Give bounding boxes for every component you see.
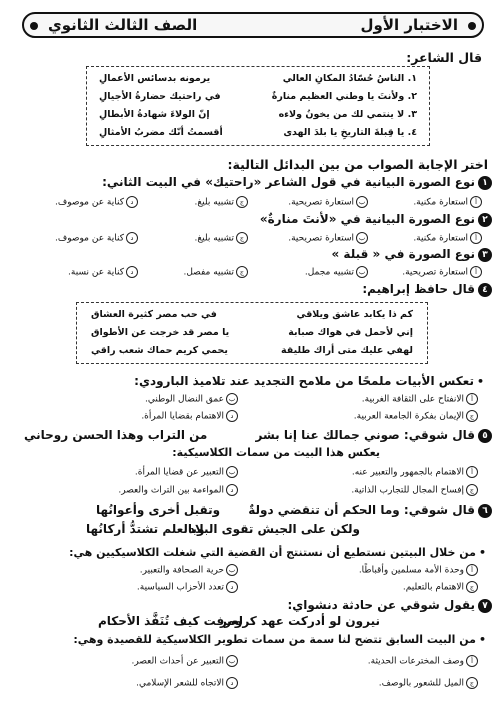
bullet: •: [478, 633, 486, 646]
renewal-option-a[interactable]: [362, 393, 478, 405]
q5-mark-c: ج: [466, 484, 478, 496]
q3-option-c-text: تشبيه مفصل.: [183, 267, 234, 278]
feature-mark-a: أ: [466, 655, 478, 667]
q2-option-d[interactable]: [55, 232, 138, 244]
issue-option-b-text: حرية الصحافة والتعبير.: [139, 565, 224, 576]
renewal-mark-c: ج: [466, 410, 478, 422]
renewal-option-d-text: الاهتمام بقضايا المرأة.: [141, 411, 224, 422]
q3-mark-c: ج: [236, 266, 248, 278]
exam-header: [22, 12, 484, 38]
question-2-text: نوع الصورة البيانية في «لأنتَ منارةٌ»: [259, 212, 475, 226]
bullet: •: [476, 375, 484, 388]
exam-title: الاختبار الأول: [360, 16, 458, 34]
q3-option-c[interactable]: [183, 266, 248, 278]
q1-option-d[interactable]: [55, 196, 138, 208]
question-1-text: نوع الصورة البيانية في قول الشاعر «راحتيك» في البيت الثاني:: [102, 175, 475, 189]
q3-option-a-text: استعارة تصريحية.: [402, 267, 468, 278]
poem1-line1-r: ١. الناسُ حُسّادُ المكانِ العالي: [282, 73, 417, 84]
badge-7: ٧: [478, 599, 492, 613]
q1-mark-a: أ: [470, 196, 482, 208]
issue-option-a[interactable]: [359, 564, 478, 576]
q2-option-b[interactable]: [288, 232, 368, 244]
badge-3: ٣: [478, 248, 492, 262]
poem1-line2-l: في راحتيك حضارةُ الأجيالِ: [99, 91, 221, 102]
q2-option-c[interactable]: [194, 232, 248, 244]
q1-option-b-text: استعارة تصريحية.: [288, 197, 354, 208]
poem2-line3-l: يحمي كريم حماك شعب راقي: [91, 345, 228, 356]
renewal-option-d[interactable]: [141, 410, 238, 422]
q1-option-b[interactable]: [288, 196, 368, 208]
renewal-mark-a: أ: [466, 393, 478, 405]
feature-option-b[interactable]: [132, 655, 238, 667]
q1-option-c-text: تشبيه بليغ.: [194, 197, 234, 208]
q2-option-c-text: تشبيه بليغ.: [194, 233, 234, 244]
q1-option-c[interactable]: [194, 196, 248, 208]
q5-option-a-text: الاهتمام بالجمهور والتعبير عنه.: [351, 467, 464, 478]
q2-mark-d: د: [126, 232, 138, 244]
poem1-line3-l: إنّ الولاءَ شهادةُ الأبطالِ: [99, 109, 210, 120]
badge-5: ٥: [478, 429, 492, 443]
question-5-left: من التراب وهذا الحسن روحاني: [24, 428, 208, 442]
question-1: [102, 175, 492, 190]
q3-option-b[interactable]: [305, 266, 368, 278]
q3-option-a[interactable]: [402, 266, 482, 278]
question-7-text: يقول شوقي عن حادثة دنشواي:: [287, 598, 475, 612]
question-6-right: قال شوقي: وما الحكم أن تنقضي دولةٌ: [248, 503, 475, 517]
question-3: [331, 247, 492, 262]
q2-mark-a: أ: [470, 232, 482, 244]
bullet: •: [478, 546, 486, 559]
feature-mark-b: ب: [226, 655, 238, 667]
question-feature-text: من البيت السابق تتضح لنا سمة من سمات تطوير الكلاسيكية للقصيدة وهي:: [73, 633, 476, 646]
poem2-line2-r: إني لأحمل في هواك صبابة: [288, 327, 413, 338]
feature-option-a[interactable]: [368, 655, 478, 667]
q5-mark-b: ب: [226, 466, 238, 478]
badge-4: ٤: [478, 283, 492, 297]
poem1-line3-r: ٣. لا ينتمي لك من يخونُ ولاءه: [278, 109, 417, 120]
feature-option-c-text: الميل للشعور بالوصف.: [378, 678, 464, 689]
feature-option-d[interactable]: [136, 677, 238, 689]
poem2-line2-l: يا مصر قد خرجت عن الأطواق: [91, 327, 230, 338]
poem2-line3-r: لهفي عليك متى أراك طليقة: [281, 345, 413, 356]
q5-option-a[interactable]: [352, 466, 478, 478]
issue-mark-b: ب: [226, 564, 238, 576]
feature-mark-d: د: [226, 677, 238, 689]
renewal-option-b[interactable]: [145, 393, 238, 405]
question-6-left: وتقبل أخرى وأعوانُها: [96, 503, 221, 517]
q2-mark-b: ب: [356, 232, 368, 244]
poem2-line1-l: في حب مصر كثيرة العشاق: [91, 309, 217, 320]
issue-option-c-text: الاهتمام بالتعليم.: [402, 582, 464, 593]
q3-mark-b: ب: [356, 266, 368, 278]
feature-option-a-text: وصف المخترعات الحديثة.: [367, 656, 464, 667]
header-dot-left: [30, 22, 38, 30]
q2-option-b-text: استعارة تصريحية.: [288, 233, 354, 244]
poem1-line4-l: أقسمتُ أنّك مضربُ الأمثالِ: [99, 127, 223, 138]
question-3-text: نوع الصورة في « قبلة »: [331, 247, 475, 261]
q1-mark-b: ب: [356, 196, 368, 208]
q5-option-d-text: المواءمة بين التراث والعصر.: [118, 485, 224, 496]
grade-title: الصف الثالث الثانوي: [48, 16, 198, 34]
poem2-line1-r: كم ذا يكابد عاشق ويلاقي: [296, 309, 413, 320]
q5-option-b[interactable]: [135, 466, 238, 478]
question-issue: [69, 546, 486, 559]
question-6-line2-left: وبالعلم تشتدُّ أركانُها: [86, 522, 205, 536]
q1-option-a-text: استعارة مكنية.: [413, 197, 468, 208]
feature-option-c[interactable]: [379, 677, 478, 689]
question-7: [287, 598, 492, 613]
issue-option-d[interactable]: [137, 581, 238, 593]
poem1-line2-r: ٢. ولأنتَ يا وطني العظيم منارةٌ: [271, 91, 417, 102]
q2-mark-c: ج: [236, 232, 248, 244]
issue-mark-c: ج: [466, 581, 478, 593]
q1-option-d-text: كناية عن موصوف.: [55, 197, 124, 208]
q2-option-a[interactable]: [413, 232, 482, 244]
renewal-option-b-text: عمق النضال الوطني.: [145, 394, 224, 405]
renewal-mark-b: ب: [226, 393, 238, 405]
question-5-sub: يعكس هذا البيت من سمات الكلاسيكية:: [172, 446, 380, 459]
choose-title: اختر الإجابة الصواب من بين البدائل التالية:: [227, 157, 488, 172]
q2-option-a-text: استعارة مكنية.: [413, 233, 468, 244]
question-2: [260, 212, 492, 227]
q5-option-c-text: إفساح المجال للتجارب الذاتية.: [351, 485, 464, 496]
q1-mark-c: ج: [236, 196, 248, 208]
issue-option-a-text: وحدة الأمة مسلمين وأقباطًا.: [358, 565, 464, 576]
issue-option-c[interactable]: [403, 581, 478, 593]
poem1-line4-r: ٤. يا قِبلةَ التاريخِ يا بلدَ الهدى: [283, 127, 417, 138]
question-renewal: [134, 374, 484, 388]
question-6: [248, 503, 492, 518]
q3-mark-a: أ: [470, 266, 482, 278]
renewal-option-c-text: الإيمان بفكرة الجامعة العربية.: [353, 411, 464, 422]
question-5-right: قال شوقي: صوني جمالك عنا إنا بشر: [255, 428, 475, 442]
q5-mark-d: د: [226, 484, 238, 496]
poem-box-2: [76, 302, 428, 364]
header-dot-right: [468, 22, 476, 30]
feature-mark-c: ج: [466, 677, 478, 689]
question-renewal-text: تعكس الأبيات ملمحًا من ملامح التجديد عند تلاميذ البارودي:: [134, 374, 474, 388]
renewal-option-c[interactable]: [354, 410, 478, 422]
question-6-line2-right: ولكن على الجيش تقوى البلاد: [188, 522, 360, 536]
question-issue-text: من خلال البيتين نستطيع أن نستنتج أن القضية التي شغلت الكلاسيكيين هي:: [69, 546, 476, 559]
q2-option-d-text: كناية عن موصوف.: [55, 233, 124, 244]
q3-option-d[interactable]: [68, 266, 138, 278]
question-7-verse-right: نيرون لو أدركت عهد كرومر: [219, 614, 380, 628]
question-feature: [73, 633, 486, 646]
feature-option-d-text: الاتجاه للشعر الإسلامي.: [136, 678, 224, 689]
renewal-option-a-text: الانفتاح على الثقافة الغربية.: [361, 394, 464, 405]
q3-option-b-text: تشبيه مجمل.: [304, 267, 354, 278]
q3-mark-d: د: [126, 266, 138, 278]
poem1-line1-l: يرمونه بدسائس الأعمالِ: [99, 73, 211, 84]
question-7-verse-left: لعرفت كيف تُنَفَّذ الأحكام: [98, 614, 243, 628]
q5-option-c[interactable]: [351, 484, 478, 496]
q5-option-d[interactable]: [118, 484, 238, 496]
badge-1: ١: [478, 176, 492, 190]
q3-option-d-text: كناية عن نسبة.: [68, 267, 124, 278]
issue-option-b[interactable]: [140, 564, 238, 576]
renewal-mark-d: د: [226, 410, 238, 422]
q1-mark-d: د: [126, 196, 138, 208]
poet-said-title: قال الشاعر:: [406, 50, 482, 65]
question-5: [255, 428, 492, 443]
feature-option-b-text: التعبير عن أحداث العصر.: [131, 656, 224, 667]
issue-option-d-text: تعدد الأحزاب السياسية.: [136, 582, 224, 593]
badge-6: ٦: [478, 504, 492, 518]
q5-option-b-text: التعبير عن قضايا المرأة.: [134, 467, 224, 478]
issue-mark-d: د: [226, 581, 238, 593]
q5-mark-a: أ: [466, 466, 478, 478]
question-4-text: قال حافظ إبراهيم:: [362, 282, 475, 296]
q1-option-a[interactable]: [413, 196, 482, 208]
issue-mark-a: أ: [466, 564, 478, 576]
question-4: [362, 282, 492, 297]
badge-2: ٢: [478, 213, 492, 227]
poem-box-1: [86, 66, 430, 146]
